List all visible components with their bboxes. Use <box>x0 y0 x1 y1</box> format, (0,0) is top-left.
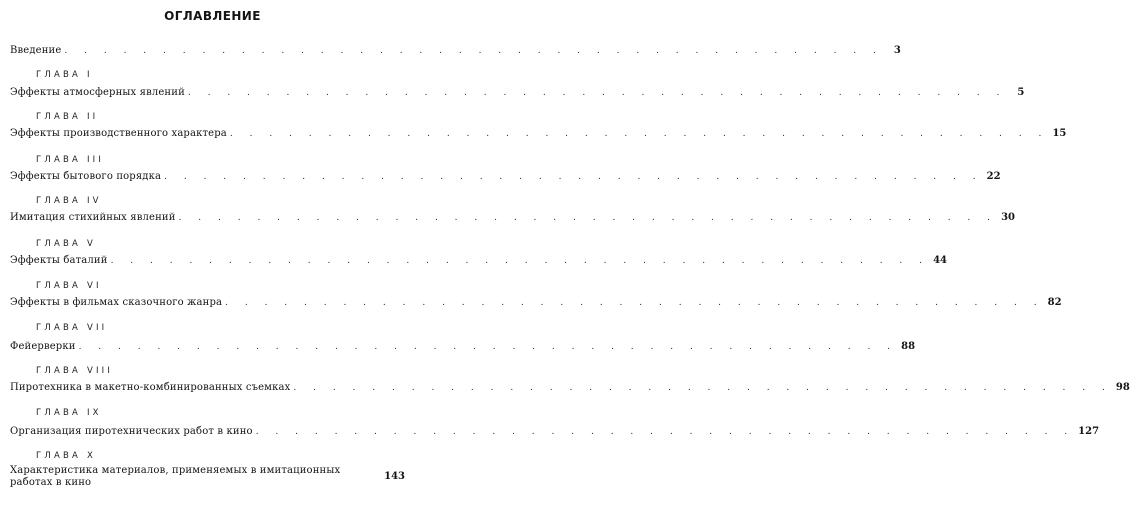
toc-page-number: 127 <box>1078 426 1100 437</box>
toc-entry-chapter-1[interactable] <box>10 86 1025 100</box>
toc-entry-intro[interactable] <box>10 44 901 58</box>
toc-page-number: 44 <box>933 255 948 266</box>
toc-page-number: 22 <box>986 171 1001 182</box>
dot-leader: . . . . . . . . . . . . . . . . . . . . . . . . . . . . . . . . . . . . . . . . . . <box>293 383 1112 393</box>
toc-entry-chapter-4[interactable] <box>10 211 1016 225</box>
chapter-heading-2: ГЛАВА II <box>36 112 99 122</box>
toc-page-number: 5 <box>1017 87 1025 98</box>
chapter-heading-8: ГЛАВА VIII <box>36 366 114 376</box>
chapter-heading-10: ГЛАВА X <box>36 451 96 461</box>
chapter-heading-4: ГЛАВА IV <box>36 196 102 206</box>
chapter-heading-9: ГЛАВА IX <box>36 408 102 418</box>
toc-entry-chapter-3[interactable] <box>10 170 1001 184</box>
toc-entry-chapter-8[interactable] <box>10 381 1130 395</box>
toc-entry-label: Характеристика материалов, применяемых в имитационных <box>10 465 341 476</box>
toc-entry-label: Эффекты бытового порядка <box>10 171 162 182</box>
toc-page-number: 143 <box>384 471 405 482</box>
dot-leader: . . . . . . . . . . . . . . . . . . . . . . . . . . . . . . . . . . . . . . . . . . <box>225 298 1044 308</box>
chapter-heading-7: ГЛАВА VII <box>36 323 108 333</box>
chapter-heading-1: ГЛАВА I <box>36 70 93 80</box>
dot-leader: . . . . . . . . . . . . . . . . . . . . . . . . . . . . . . . . . . . . . . . . . . <box>255 427 1075 437</box>
toc-entry-label-block <box>10 465 340 489</box>
toc-entry-label: Организация пиротехнических работ в кино <box>10 426 253 437</box>
toc-page-number: 98 <box>1115 382 1130 393</box>
toc-entry-label: Эффекты производственного характера <box>10 128 227 139</box>
toc-entry-label: Имитация стихийных явлений <box>10 212 176 223</box>
dot-leader: . . . . . . . . . . . . . . . . . . . . . . . . . . . . . . . . . . . . . . . . . . <box>164 172 983 182</box>
dot-leader: . . . . . . . . . . . . . . . . . . . . . . . . . . . . . . . . . . . . . . . . . . <box>229 129 1049 139</box>
chapter-heading-3: ГЛАВА III <box>36 155 105 165</box>
toc-page-number: 3 <box>893 45 901 56</box>
dot-leader: . . . . . . . . . . . . . . . . . . . . . . . . . . . . . . . . . . . . . . . . . . <box>78 342 898 352</box>
toc-entry-label: Фейерверки <box>10 341 76 352</box>
toc-entry-label: Эффекты баталий <box>10 255 108 266</box>
dot-leader: . . . . . . . . . . . . . . . . . . . . . . . . . . . . . . . . . . . . . . . . . . <box>187 88 1007 98</box>
chapter-heading-6: ГЛАВА VI <box>36 281 102 291</box>
dot-leader: . . . . . . . . . . . . . . . . . . . . . . . . . . . . . . . . . . . . . . . . . . <box>64 46 883 56</box>
toc-entry-chapter-2[interactable] <box>10 127 1067 141</box>
toc-entry-label: Пиротехника в макетно-комбинированных съемках <box>10 382 291 393</box>
chapter-heading-5: ГЛАВА V <box>36 239 96 249</box>
toc-entry-chapter-9[interactable] <box>10 425 1100 439</box>
toc-entry-label: Введение <box>10 45 62 56</box>
toc-entry-label: Эффекты атмосферных явлений <box>10 87 185 98</box>
toc-page-number: 88 <box>901 341 916 352</box>
toc-page-number: 15 <box>1052 128 1067 139</box>
toc-page-number: 82 <box>1047 297 1062 308</box>
toc-entry-label: Эффекты в фильмах сказочного жанра <box>10 297 223 308</box>
page-title: ОГЛАВЛЕНИЕ <box>164 9 261 23</box>
toc-entry-chapter-5[interactable] <box>10 254 948 268</box>
dot-leader: . . . . . . . . . . . . . . . . . . . . . . . . . . . . . . . . . . . . . . . . . . <box>110 256 930 266</box>
dot-leader: . . . . . . . . . . . . . . . . . . . . . . . . . . . . . . . . . . . . . . . . . . <box>178 213 998 223</box>
toc-entry-chapter-6[interactable] <box>10 296 1062 310</box>
toc-page-number: 30 <box>1001 212 1016 223</box>
toc-entry-chapter-10[interactable] <box>10 465 405 489</box>
toc-entry-chapter-7[interactable] <box>10 340 916 354</box>
toc-entry-label-continued: работах в кино <box>10 477 92 488</box>
